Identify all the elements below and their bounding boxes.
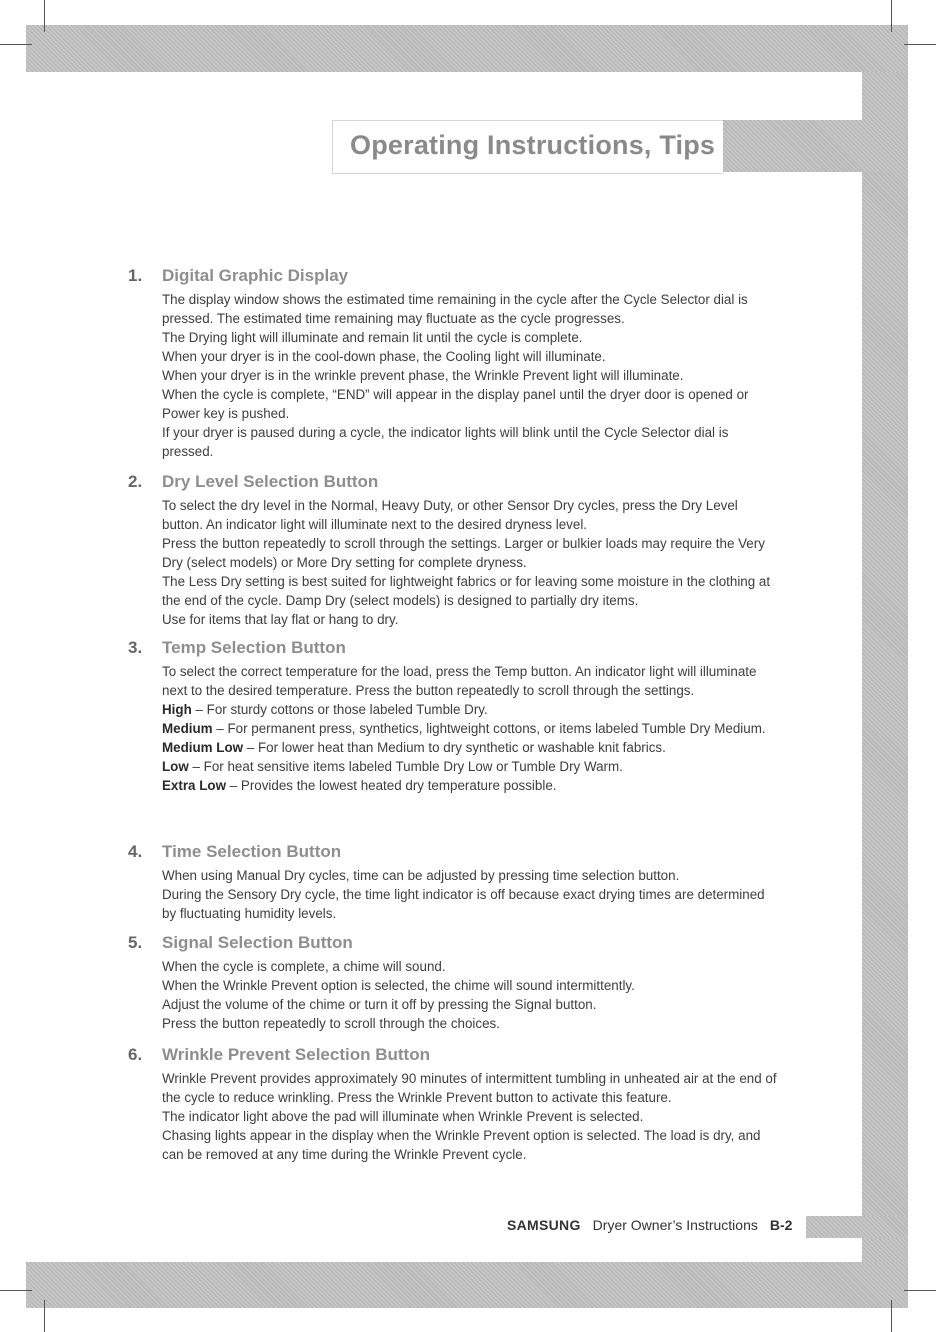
section-body: [162, 496, 778, 629]
paragraph: Chasing lights appear in the display when the Wrinkle Prevent option is selected. The load is dry, and can be removed at any time during the Wrinkle Prevent cycle.: [162, 1128, 761, 1162]
paragraph: Press the button repeatedly to scroll through the choices.: [162, 1016, 500, 1031]
temp-option-text: – For permanent press, synthetics, lightweight cottons, or items labeled Tumble Dry Medium.: [212, 721, 766, 736]
page-title: Operating Instructions, Tips: [350, 130, 716, 160]
section-heading: [128, 266, 778, 290]
paragraph: When using Manual Dry cycles, time can be adjusted by pressing time selection button.: [162, 868, 680, 883]
section-heading: [128, 638, 778, 662]
paragraph: The display window shows the estimated time remaining in the cycle after the Cycle Selector dial is pressed. The estimated time remaining may fluctuate as the cycle progresses.: [162, 292, 748, 326]
page-footer: [507, 1217, 792, 1233]
section-number: 1.: [128, 266, 143, 285]
section-title: Digital Graphic Display: [162, 266, 349, 285]
temp-option-text: – For lower heat than Medium to dry synthetic or washable knit fabrics.: [243, 740, 666, 755]
section-title: Time Selection Button: [162, 842, 342, 861]
temp-option-label: Medium: [162, 721, 213, 736]
temp-option: [162, 776, 778, 795]
temp-option: [162, 738, 778, 757]
paragraph: Use for items that lay flat or hang to dry.: [162, 612, 399, 627]
section-title: Signal Selection Button: [162, 933, 353, 952]
crop-mark: [904, 1290, 936, 1291]
paragraph: Adjust the volume of the chime or turn it off by pressing the Signal button.: [162, 997, 597, 1012]
top-decorative-band: [26, 25, 908, 72]
footer-tab-band: [806, 1216, 908, 1238]
crop-mark: [0, 1290, 32, 1291]
paragraph: To select the correct temperature for the load, press the Temp button. An indicator light will illuminate next to the desired temperature. Press the button repeatedly to scroll through the settings.: [162, 664, 757, 698]
paragraph: When the cycle is complete, a chime will sound.: [162, 959, 446, 974]
crop-mark: [0, 44, 32, 45]
section-heading: [128, 842, 778, 866]
temp-option-label: High: [162, 702, 192, 717]
paragraph: The indicator light above the pad will illuminate when Wrinkle Prevent is selected.: [162, 1109, 644, 1124]
crop-mark: [44, 1300, 45, 1332]
temp-option-text: – For heat sensitive items labeled Tumble Dry Low or Tumble Dry Warm.: [188, 759, 623, 774]
section-title: Wrinkle Prevent Selection Button: [162, 1045, 430, 1064]
bottom-decorative-band: [26, 1262, 908, 1308]
section-title: Temp Selection Button: [162, 638, 346, 657]
section-body: [162, 290, 778, 461]
section-title: Dry Level Selection Button: [162, 472, 379, 491]
paragraph: To select the dry level in the Normal, Heavy Duty, or other Sensor Dry cycles, press the Dry Level button. An indicator light will illuminate next to the desired dryness level.: [162, 498, 738, 532]
temp-option-text: – Provides the lowest heated dry temperature possible.: [226, 778, 557, 793]
crop-mark: [891, 1300, 892, 1332]
section-number: 2.: [128, 472, 143, 491]
temp-option: [162, 757, 778, 776]
paragraph: Press the button repeatedly to scroll through the settings. Larger or bulkier loads may require the Very Dry (select models) or More Dry setting for complete dryness.: [162, 536, 765, 570]
section-dry-level: [128, 472, 778, 629]
section-number: 3.: [128, 638, 143, 657]
temp-option-text: – For sturdy cottons or those labeled Tumble Dry.: [191, 702, 488, 717]
paragraph: The Less Dry setting is best suited for lightweight fabrics or for leaving some moisture in the clothing at the end of the cycle. Damp Dry (select models) is designed to partially dry items.: [162, 574, 771, 608]
document-title: Dryer Owner’s Instructions: [592, 1217, 758, 1233]
paragraph: If your dryer is paused during a cycle, the indicator lights will blink until the Cycle Selector dial is pressed.: [162, 425, 729, 459]
section-heading: [128, 933, 778, 957]
paragraph: During the Sensory Dry cycle, the time light indicator is off because exact drying times are determined by fluctuating humidity levels.: [162, 887, 765, 921]
paragraph: When your dryer is in the cool-down phase, the Cooling light will illuminate.: [162, 349, 606, 364]
title-tab-band: [722, 120, 908, 172]
section-body: [162, 1069, 778, 1164]
temp-option: [162, 700, 778, 719]
paragraph: The Drying light will illuminate and remain lit until the cycle is complete.: [162, 330, 583, 345]
section-body: [162, 866, 778, 923]
right-decorative-band: [862, 72, 908, 1292]
section-heading: [128, 472, 778, 496]
section-number: 6.: [128, 1045, 143, 1064]
paragraph: When the cycle is complete, “END” will appear in the display panel until the dryer door is opened or Power key is pushed.: [162, 387, 749, 421]
crop-mark: [44, 0, 45, 32]
paragraph: When your dryer is in the wrinkle prevent phase, the Wrinkle Prevent light will illuminate.: [162, 368, 684, 383]
section-wrinkle-prevent: [128, 1045, 778, 1164]
section-temp: [128, 638, 778, 795]
temp-option-label: Extra Low: [162, 778, 226, 793]
section-body: [162, 957, 778, 1033]
temp-option-label: Medium Low: [162, 740, 244, 755]
section-number: 4.: [128, 842, 143, 861]
section-signal: [128, 933, 778, 1033]
section-body: [162, 662, 778, 795]
section-number: 5.: [128, 933, 143, 952]
section-heading: [128, 1045, 778, 1069]
section-digital-graphic-display: [128, 266, 778, 461]
crop-mark: [891, 0, 892, 32]
page-number: B-2: [769, 1217, 793, 1233]
section-time: [128, 842, 778, 923]
temp-option: [162, 719, 778, 738]
temp-option-label: Low: [162, 759, 189, 774]
paragraph: Wrinkle Prevent provides approximately 90 minutes of intermittent tumbling in unheated air at the end of the cycle to reduce wrinkling. Press the Wrinkle Prevent button to activate this feature.: [162, 1071, 777, 1105]
paragraph: When the Wrinkle Prevent option is selected, the chime will sound intermittently.: [162, 978, 635, 993]
brand-name: SAMSUNG: [507, 1217, 581, 1233]
crop-mark: [904, 44, 936, 45]
